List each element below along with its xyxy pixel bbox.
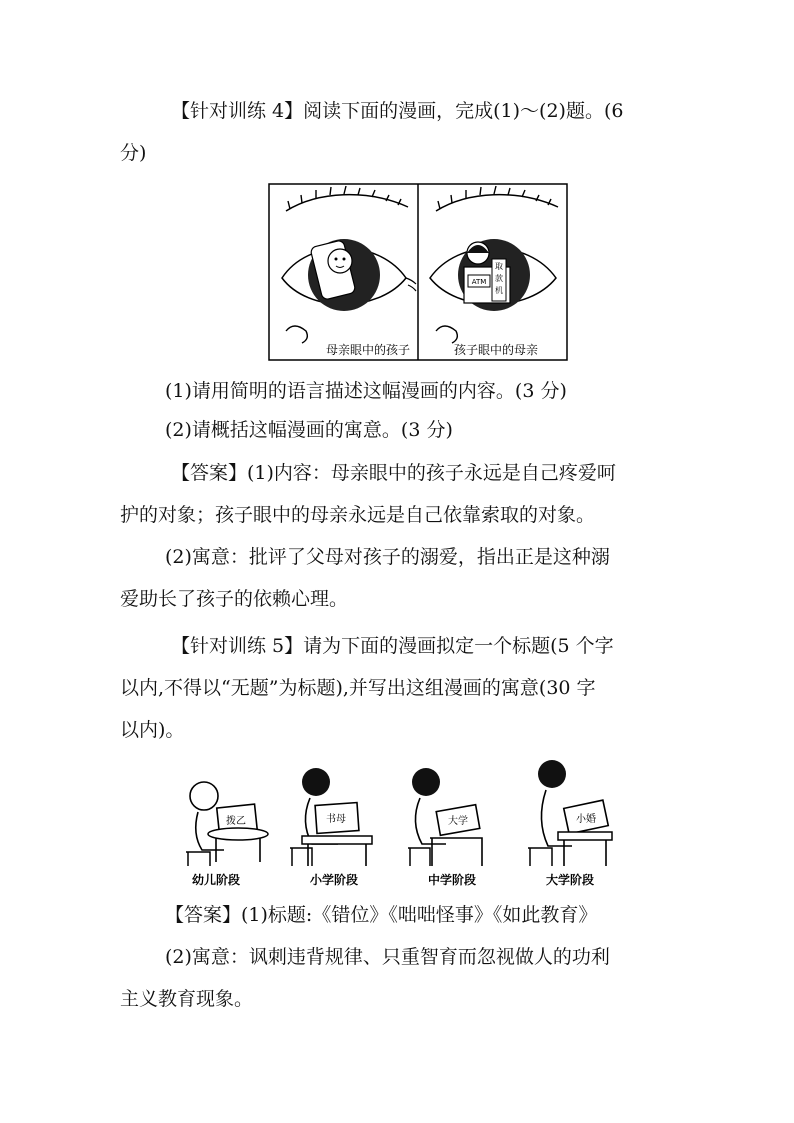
book-label-2: 书母 — [326, 814, 346, 825]
stage-middle — [408, 768, 482, 866]
book-label-4: 小婚 — [576, 814, 596, 825]
q4-answer-line4: 爱助长了孩子的依赖心理。 — [120, 588, 349, 610]
right-panel-caption: 孩子眼中的母亲 — [453, 343, 539, 357]
q5-heading-line2: 以内,不得以“无题”为标题),并写出这组漫画的寓意(30 字 — [120, 677, 596, 699]
stage-primary — [290, 768, 372, 866]
book-label-3: 大学 — [448, 816, 468, 827]
study-stages-cartoon — [176, 752, 616, 894]
stage-caption-3: 中学阶段 — [427, 873, 477, 887]
q4-sub1: (1)请用简明的语言描述这幅漫画的内容。(3 分) — [165, 380, 567, 402]
machine-label-char2: 款 — [495, 274, 503, 283]
baby-face-icon — [328, 249, 352, 273]
left-panel-caption: 母亲眼中的孩子 — [325, 343, 411, 357]
q5-answer-line1: 【答案】(1)标题:《错位》《咄咄怪事》《如此教育》 — [165, 904, 598, 926]
q4-sub2: (2)请概括这幅漫画的寓意。(3 分) — [165, 419, 453, 441]
q4-answer-line2: 护的对象；孩子眼中的母亲永远是自己依靠索取的对象。 — [120, 504, 596, 526]
stage-toddler — [186, 782, 268, 866]
stage-caption-4: 大学阶段 — [545, 873, 595, 887]
q4-answer-line3: (2)寓意：批评了父母对孩子的溺爱，指出正是这种溺 — [165, 546, 610, 568]
study-stages-svg — [176, 752, 616, 890]
q5-answer-line2: (2)寓意：讽刺违背规律、只重智育而忽视做人的功利 — [165, 946, 610, 968]
q5-answer-line3: 主义教育现象。 — [120, 988, 254, 1010]
q5-heading-line1: 【针对训练 5】请为下面的漫画拟定一个标题(5 个字 — [171, 635, 614, 657]
eye-cartoon — [268, 183, 568, 365]
stage-college — [528, 760, 612, 866]
stage-caption-1: 幼儿阶段 — [191, 873, 241, 887]
q4-answer-line1: 【答案】(1)内容：母亲眼中的孩子永远是自己疼爱呵 — [171, 462, 616, 484]
machine-label-char3: 机 — [495, 286, 503, 295]
q5-heading-line3: 以内)。 — [120, 719, 185, 741]
book-label-1: 拨乙 — [226, 816, 246, 827]
eye-cartoon-svg — [268, 183, 568, 361]
q4-heading-line2: 分) — [120, 142, 147, 164]
stage-caption-2: 小学阶段 — [309, 873, 359, 887]
machine-label-char1: 取 — [495, 262, 503, 271]
atm-label: ATM — [471, 278, 487, 286]
q4-heading-line1: 【针对训练 4】阅读下面的漫画，完成(1)～(2)题。(6 — [171, 100, 624, 122]
